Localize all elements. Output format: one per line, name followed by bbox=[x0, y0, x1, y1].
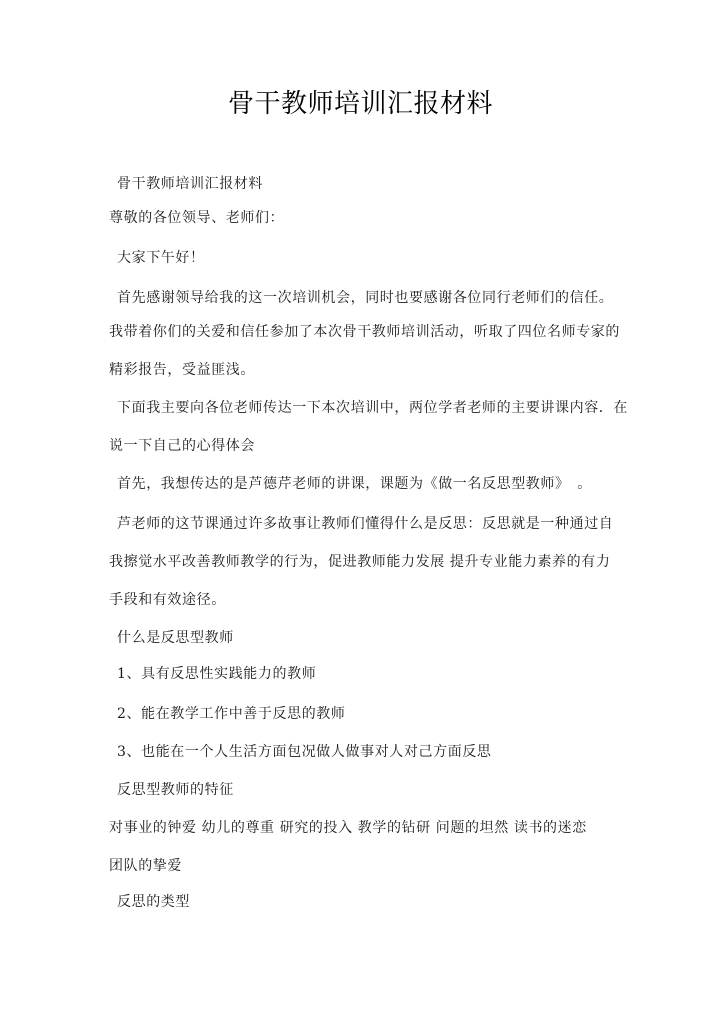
paragraph-line: 对事业的钟爱 幼儿的尊重 研究的投入 教学的钻研 问题的坦然 读书的迷恋 bbox=[109, 820, 587, 836]
paragraph-line: 说一下自己的心得体会 bbox=[109, 438, 255, 454]
paragraph-line: 2、能在教学工作中善于反思的教师 bbox=[117, 706, 346, 722]
paragraph-line: 1、具有反思性实践能力的教师 bbox=[117, 666, 317, 682]
paragraph-line: 下面我主要向各位老师传达一下本次培训中，两位学者老师的主要讲课内容．在 bbox=[117, 400, 628, 416]
paragraph-line: 首先，我想传达的是芦德芹老师的讲课，课题为《做一名反思型教师》 。 bbox=[117, 476, 592, 492]
paragraph-line: 芦老师的这节课通过许多故事让教师们懂得什么是反思：反思就是一种通过自 bbox=[117, 516, 614, 532]
paragraph-line: 尊敬的各位领导、老师们： bbox=[109, 210, 285, 226]
paragraph-line: 3、也能在一个人生活方面包况做人做事对人对己方面反思 bbox=[117, 744, 492, 760]
paragraph-line: 精彩报告，受益匪浅。 bbox=[109, 362, 255, 378]
paragraph-line: 手段和有效途径。 bbox=[109, 592, 226, 608]
paragraph-line: 骨干教师培训汇报材料 bbox=[117, 176, 263, 192]
paragraph-line: 什么是反思型教师 bbox=[117, 630, 234, 646]
paragraph-line: 首先感谢领导给我的这一次培训机会，同时也要感谢各位同行老师们的信任。 bbox=[117, 290, 614, 306]
paragraph-line: 我带着你们的关爱和信任参加了本次骨干教师培训活动，听取了四位名师专家的 bbox=[109, 324, 620, 340]
paragraph-line: 团队的挚爱 bbox=[109, 858, 182, 874]
paragraph-line: 反思的类型 bbox=[117, 894, 190, 910]
paragraph-line: 反思型教师的特征 bbox=[117, 782, 234, 798]
paragraph-line: 我擦觉水平改善教师教学的行为，促进教师能力发展 提升专业能力素养的有力 bbox=[109, 554, 611, 570]
paragraph-line: 大家下午好！ bbox=[117, 250, 205, 266]
document-title: 骨干教师培训汇报材料 bbox=[227, 89, 493, 119]
